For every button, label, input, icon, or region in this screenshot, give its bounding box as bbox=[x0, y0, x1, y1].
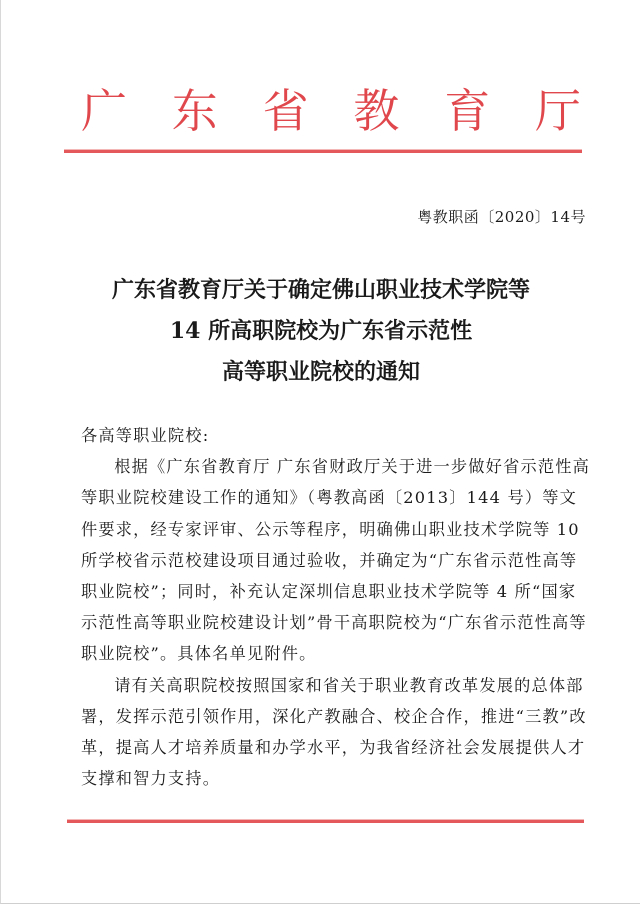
letterhead-char: 教 bbox=[353, 84, 400, 138]
body-paragraph: 根据《广东省教育厅 广东省财政厅关于进一步做好省示范性高等职业院校建设工作的通知》（粤教高函〔2013〕144 号）等文件要求，经专家评审、公示等程序，明确佛山职业技术学院等 10 所学校省示范校建设项目通过验收，并确定为“广东省示范性高等职业院校”；同时，补充认定深圳信息职业技术学院等 4 所“国家示范性高等职业院校建设计划”骨干高职院校为“广东省示范性高等职业院校”。具体名单见附件。 bbox=[81, 457, 591, 664]
document-title bbox=[61, 270, 581, 393]
footer-red-rule bbox=[67, 820, 584, 823]
letterhead-char: 省 bbox=[262, 84, 309, 138]
document-body bbox=[81, 420, 591, 794]
letterhead-char: 东 bbox=[171, 84, 218, 138]
letterhead-red-rule bbox=[64, 150, 582, 153]
document-number: 粤教职函〔2020〕14号 bbox=[417, 208, 586, 226]
letterhead-title bbox=[81, 78, 581, 138]
title-line-1: 广东省教育厅关于确定佛山职业技术学院等 bbox=[111, 277, 530, 303]
salutation: 各高等职业院校: bbox=[81, 426, 210, 445]
title-line-2: 14 所高职院校为广东省示范性 bbox=[169, 318, 473, 344]
title-line-3: 高等职业院校的通知 bbox=[221, 359, 420, 385]
letterhead-char: 广 bbox=[81, 84, 127, 138]
body-paragraph: 请有关高职院校按照国家和省关于职业教育改革发展的总体部署，发挥示范引领作用，深化产教融合、校企合作，推进“三教”改革，提高人才培养质量和办学水平，为我省经济社会发展提供人才支撑和智力支持。 bbox=[81, 675, 587, 789]
letterhead-char: 厅 bbox=[534, 84, 581, 138]
letterhead-char: 育 bbox=[444, 84, 491, 138]
